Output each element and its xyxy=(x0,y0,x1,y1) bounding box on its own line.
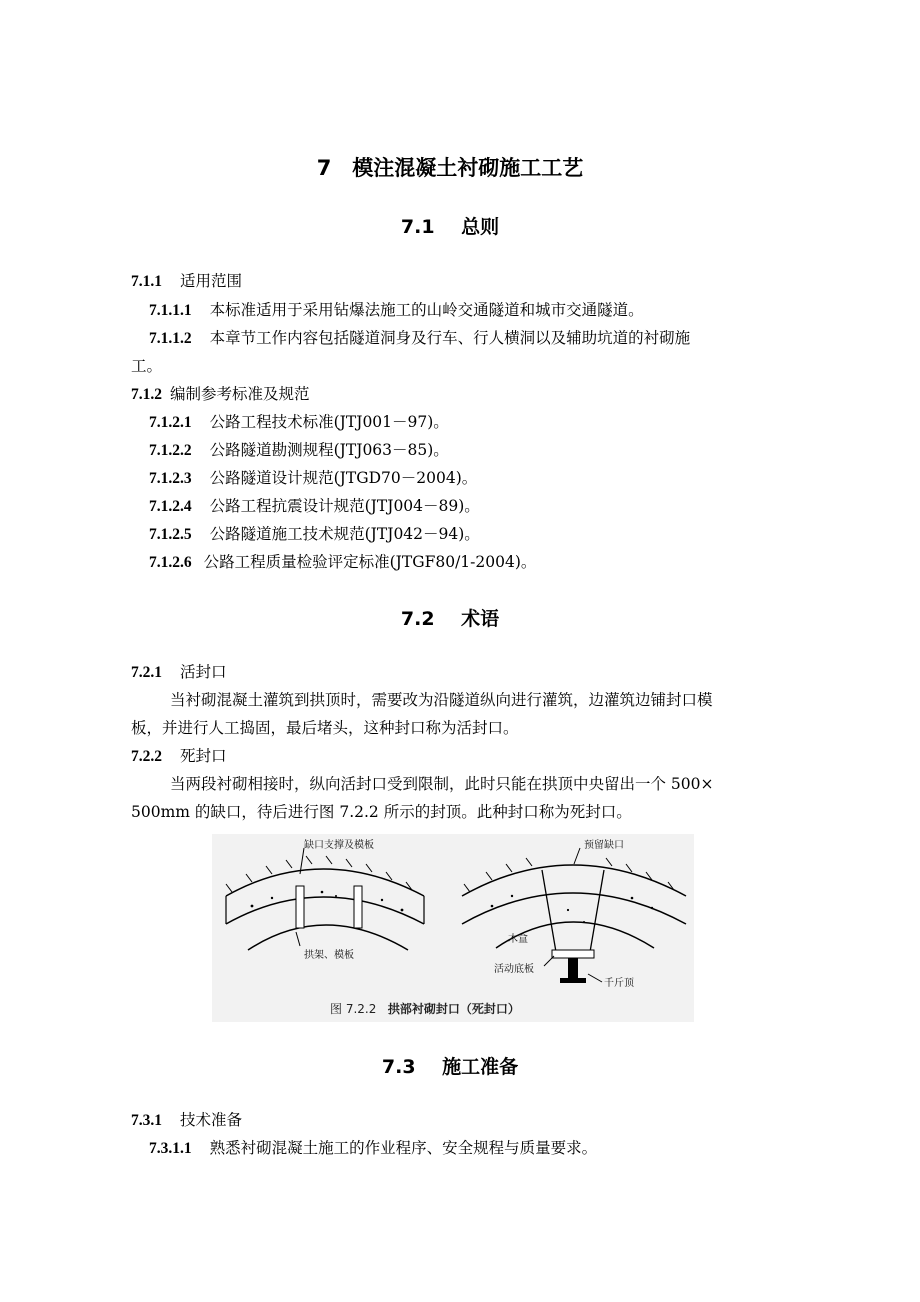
chapter-title: 7 模注混凝土衬砌施工工艺 xyxy=(316,156,584,180)
clause-text: 公路隧道勘测规程(JTJ063－85)。 xyxy=(209,441,449,459)
clause-text: 公路工程质量检验评定标准(JTGF80/1-2004)。 xyxy=(203,553,537,571)
clause-number: 7.1.2.1 xyxy=(149,414,192,431)
clause-number: 7.1.1.1 xyxy=(149,302,192,319)
clause-number: 7.1.2.4 xyxy=(149,498,192,515)
clause-7-1-1-2 xyxy=(149,328,690,349)
clause-7-1-2-3 xyxy=(149,468,477,489)
clause-7-1-1-2-continued: 工。 xyxy=(131,357,163,375)
clause-number: 7.1.2.3 xyxy=(149,470,192,487)
label-right-top: 预留缺口 xyxy=(584,840,624,851)
label-left-bottom: 拱架、模板 xyxy=(304,950,354,961)
figure-title: 拱部衬砌封口（死封口） xyxy=(387,1002,520,1016)
clause-text: 公路隧道设计规范(JTGD70－2004)。 xyxy=(209,469,478,487)
label-right-jack: 千斤顶 xyxy=(604,978,634,989)
section-number: 7.3 xyxy=(381,1056,416,1078)
paragraph-7-2-1-line-2: 板，并进行人工捣固，最后堵头，这种封口称为活封口。 xyxy=(131,719,519,737)
section-title: 施工准备 xyxy=(442,1056,519,1078)
clause-7-1-2-2 xyxy=(149,440,449,461)
clause-number: 7.1.2.6 xyxy=(149,554,192,571)
clause-7-3-1-1 xyxy=(149,1138,597,1159)
clause-text: 本章节工作内容包括隧道洞身及行车、行人横洞以及辅助坑道的衬砌施 xyxy=(209,329,691,347)
paragraph-7-2-2-line-2: 500mm 的缺口，待后进行图 7.2.2 所示的封顶。此种封口称为死封口。 xyxy=(131,803,632,821)
clause-number: 7.1.2.2 xyxy=(149,442,192,459)
clause-7-1-2-6 xyxy=(149,552,536,573)
clause-number: 7.3.1 xyxy=(131,1112,162,1129)
clause-text: 本标准适用于采用钻爆法施工的山岭交通隧道和城市交通隧道。 xyxy=(209,301,644,319)
clause-7-1-2-1 xyxy=(149,412,449,433)
clause-7-1-1-1 xyxy=(149,300,644,321)
label-right-box: 木盒 xyxy=(508,934,528,945)
section-heading-7-1 xyxy=(0,212,900,239)
clause-number: 7.1.2 xyxy=(131,386,162,403)
clause-number: 7.1.1.2 xyxy=(149,330,192,347)
clause-number: 7.2.1 xyxy=(131,664,162,681)
clause-text: 公路工程抗震设计规范(JTJ004－89)。 xyxy=(209,497,480,515)
clause-text: 死封口 xyxy=(180,747,227,765)
label-left-top: 缺口支撑及模板 xyxy=(304,840,374,851)
clause-7-1-1 xyxy=(131,271,242,292)
clause-text: 适用范围 xyxy=(180,272,243,290)
clause-number: 7.2.2 xyxy=(131,748,162,765)
section-number: 7.2 xyxy=(400,608,435,630)
arch-closure-figure xyxy=(212,834,694,1022)
clause-number: 7.3.1.1 xyxy=(149,1140,192,1157)
clause-7-3-1 xyxy=(131,1110,242,1131)
figure-number: 图 7.2.2 xyxy=(330,1002,377,1016)
clause-text: 公路隧道施工技术规范(JTJ042－94)。 xyxy=(209,525,480,543)
clause-text: 编制参考标准及规范 xyxy=(170,385,310,403)
clause-text: 活封口 xyxy=(180,663,227,681)
clause-7-1-2-4 xyxy=(149,496,480,517)
section-title: 总则 xyxy=(461,216,500,238)
clause-7-2-1 xyxy=(131,662,227,683)
clause-text: 公路工程技术标准(JTJ001－97)。 xyxy=(209,413,449,431)
clause-text: 技术准备 xyxy=(180,1111,243,1129)
clause-text: 熟悉衬砌混凝土施工的作业程序、安全规程与质量要求。 xyxy=(209,1139,598,1157)
clause-number: 7.1.2.5 xyxy=(149,526,192,543)
label-right-plate: 活动底板 xyxy=(494,964,534,975)
figure-caption xyxy=(330,1000,520,1017)
clause-7-1-2 xyxy=(131,384,310,405)
clause-7-1-2-5 xyxy=(149,524,480,545)
section-number: 7.1 xyxy=(400,216,435,238)
paragraph-7-2-2-line-1: 当两段衬砌相接时，纵向活封口受到限制，此时只能在拱顶中央留出一个 500× xyxy=(170,775,714,793)
clause-7-2-2 xyxy=(131,746,227,767)
section-heading-7-2 xyxy=(0,604,900,631)
paragraph-7-2-1-line-1: 当衬砌混凝土灌筑到拱顶时，需要改为沿隧道纵向进行灌筑，边灌筑边铺封口模 xyxy=(170,691,713,709)
section-heading-7-3 xyxy=(0,1052,900,1079)
section-title: 术语 xyxy=(461,608,500,630)
clause-number: 7.1.1 xyxy=(131,273,162,290)
